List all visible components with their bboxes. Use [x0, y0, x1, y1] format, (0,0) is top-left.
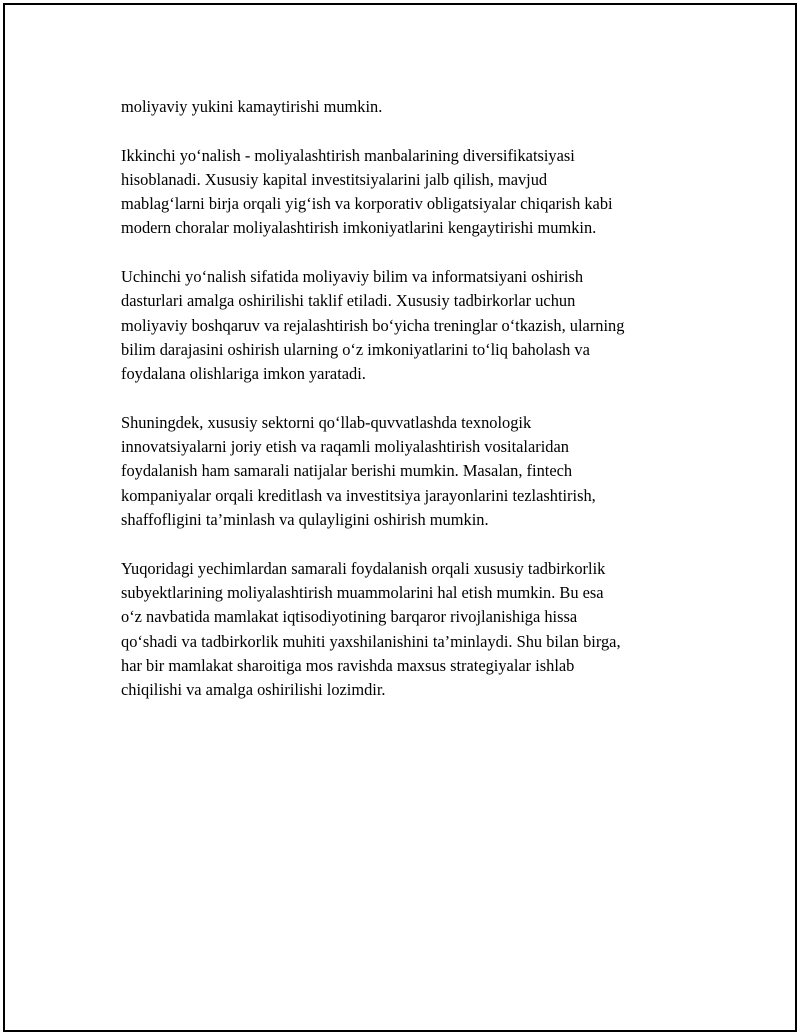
paragraph-5	[121, 557, 701, 703]
text-line: Shuningdek, xususiy sektorni qo‘llab-quvvatlashda texnologik	[121, 412, 532, 432]
text-line: kompaniyalar orqali kreditlash va investitsiya jarayonlarini tezlashtirish,	[121, 485, 596, 505]
text-line: har bir mamlakat sharoitiga mos ravishda maxsus strategiyalar ishlab	[121, 655, 575, 675]
text-line: Uchinchi yo‘nalish sifatida moliyaviy bilim va informatsiyani oshirish	[121, 267, 584, 287]
text-line: hisoblanadi. Xususiy kapital investitsiyalarini jalb qilish, mavjud	[121, 169, 548, 189]
text-line: innovatsiyalarni joriy etish va raqamli moliyalashtirish vositalaridan	[121, 437, 569, 457]
text-line: shaffofligini ta’minlash va qulayligini oshirish mumkin.	[121, 510, 489, 530]
text-line: dasturlari amalga oshirilishi taklif etiladi. Xususiy tadbirkorlar uchun	[121, 291, 576, 311]
text-line: foydalanish ham samarali natijalar berishi mumkin. Masalan, fintech	[121, 461, 573, 481]
text-line: qo‘shadi va tadbirkorlik muhiti yaxshilanishini ta’minlaydi. Shu bilan birga,	[121, 631, 621, 651]
paragraph-4	[121, 411, 701, 532]
text-line: chiqilishi va amalga oshirilishi lozimdir.	[121, 680, 386, 700]
paragraph-2	[121, 144, 701, 241]
text-line: mablag‘larni birja orqali yig‘ish va korporativ obligatsiyalar chiqarish kabi	[121, 194, 613, 214]
text-line: foydalana olishlariga imkon yaratadi.	[121, 364, 366, 384]
text-line: o‘z navbatida mamlakat iqtisodiyotining barqaror rivojlanishiga hissa	[121, 607, 578, 627]
paragraph-3	[121, 265, 701, 386]
text-line: Yuqoridagi yechimlardan samarali foydalanish orqali xususiy tadbirkorlik	[121, 558, 606, 578]
paragraph-1	[121, 95, 701, 119]
text-line: subyektlarining moliyalashtirish muammolarini hal etish mumkin. Bu esa	[121, 582, 604, 602]
text-line: bilim darajasini oshirish ularning o‘z imkoniyatlarini to‘liq baholash va	[121, 339, 590, 359]
text-line: Ikkinchi yo‘nalish - moliyalashtirish manbalarining diversifikatsiyasi	[121, 145, 575, 165]
document-body	[121, 95, 701, 727]
text-line: modern choralar moliyalashtirish imkoniyatlarini kengaytirishi mumkin.	[121, 218, 597, 238]
text-line: moliyaviy yukini kamaytirishi mumkin.	[121, 97, 383, 116]
text-line: moliyaviy boshqaruv va rejalashtirish bo‘yicha treninglar o‘tkazish, ularning	[121, 315, 625, 335]
page-frame	[3, 3, 797, 1032]
